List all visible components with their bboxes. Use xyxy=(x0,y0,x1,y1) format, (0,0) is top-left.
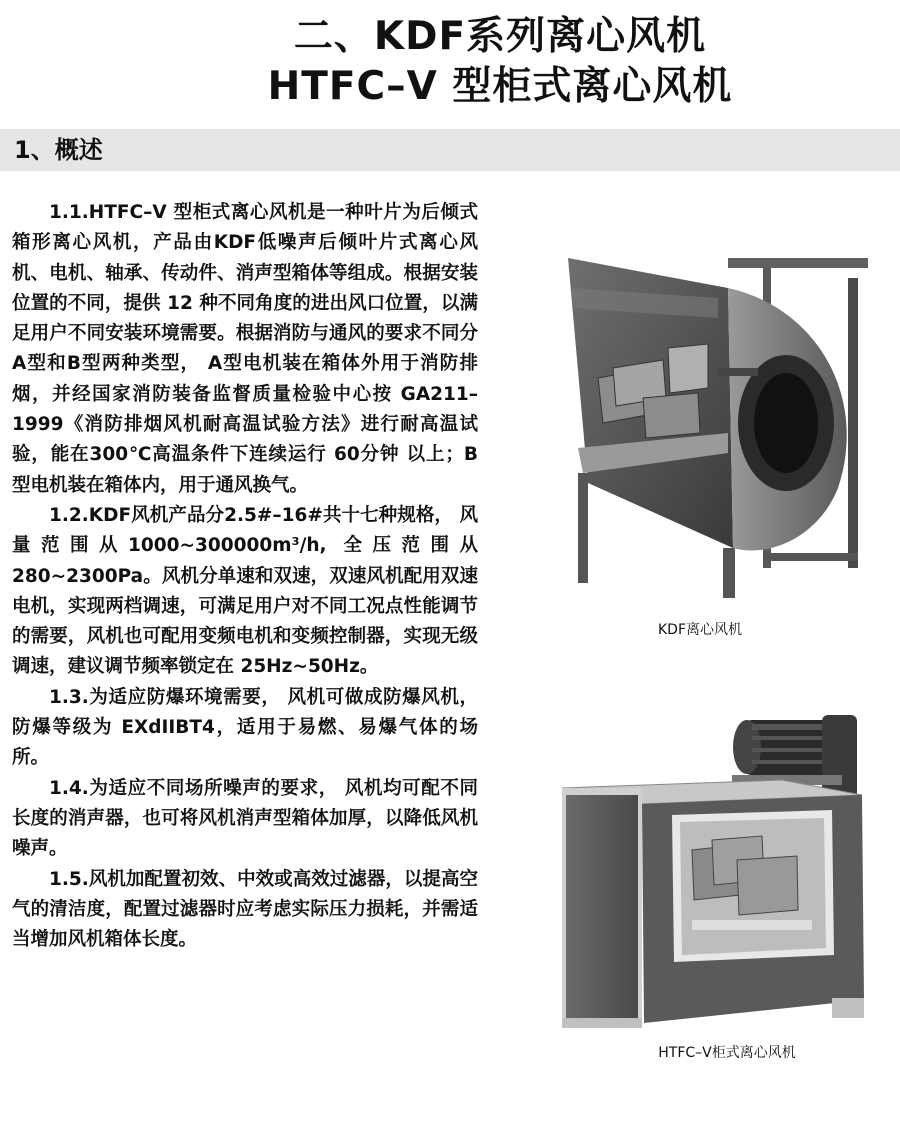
kdf-fan-caption: KDF离心风机 xyxy=(657,622,742,638)
htfc-v-fan-photo xyxy=(552,700,882,1030)
document-title-line1: 二、KDF系列离心风机 xyxy=(293,14,707,59)
section-title: 1、概述 xyxy=(14,136,103,164)
paragraph-1-4: 1.4.为适应不同场所噪声的要求， 风机均可配不同长度的消声器，也可将风机消声型箱体加厚，以降低风机噪声。 xyxy=(12,777,478,860)
paragraph-1-1: 1.1.HTFC–V 型柜式离心风机是一种叶片为后倾式箱形离心风机，产品由KDF低噪声后倾叶片式离心风机、电机、轴承、传动件、消声型箱体等组成。根据安装位置的不同，提供 12 种不同角度的进出风口位置，以满足用户不同安装环境需要。根据消防与通风的要求不同分A型和B型两种类型， A型电机装在箱体外用于消防排烟，并经国家消防装备监督质量检验中心按 GA211–1999《消防排烟风机耐高温试验方法》进行耐高温试验，能在300℃高温条件下连续运行 60分钟 以上；B 型电机装在箱体内，用于通风换气。 xyxy=(12,202,478,496)
kdf-fan-photo xyxy=(548,248,883,600)
htfc-v-fan-caption: HTFC–V柜式离心风机 xyxy=(658,1045,796,1061)
paragraph-1-2: 1.2.KDF风机产品分2.5#–16#共十七种规格， 风量范围从1000~300000m³/h, 全压范围从280~2300Pa。风机分单速和双速，双速风机配用双速电机，实现两档调速，可满足用户对不同工况点性能调节的需要，风机也可配用变频电机和变频控制器，实现无级调速，建议调节频率锁定在 25Hz~50Hz。 xyxy=(12,504,478,678)
paragraph-1-5: 1.5.风机加配置初效、中效或高效过滤器，以提高空气的清洁度，配置过滤器时应考虑实际压力损耗，并需适当增加风机箱体长度。 xyxy=(12,868,478,951)
section-header-bar xyxy=(0,129,900,171)
body-text xyxy=(12,198,478,955)
paragraph-1-3: 1.3.为适应防爆环境需要， 风机可做成防爆风机，防爆等级为 EXdIIBT4，适用于易燃、易爆气体的场所。 xyxy=(12,686,478,769)
document-title-line2: HTFC–V 型柜式离心风机 xyxy=(267,64,733,109)
